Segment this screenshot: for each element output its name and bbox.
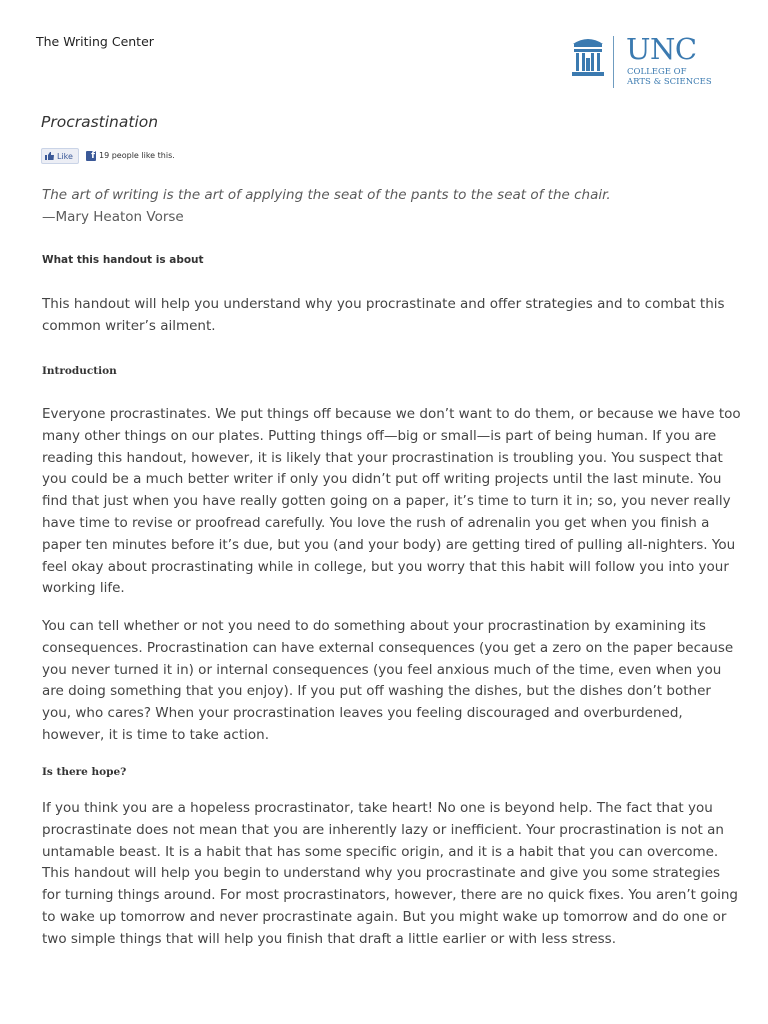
epigraph-text: The art of writing is the art of applying the seat of the pants to the seat of the chair. xyxy=(42,187,611,203)
logo-title: UNC xyxy=(626,32,697,66)
logo-subtitle: COLLEGE OF ARTS & SCIENCES xyxy=(627,67,712,87)
epigraph-author: —Mary Heaton Vorse xyxy=(42,209,184,225)
like-label: Like xyxy=(57,152,73,161)
section-heading: Introduction xyxy=(42,365,117,377)
thumbs-up-icon xyxy=(45,152,54,160)
paragraph: If you think you are a hopeless procrastinator, take heart! No one is beyond help. The fact that you procrastinate does not mean that you are inherently lazy or inefficient. Your procrastination is not an untamable beast. It is a habit that has some specific origin, and it is a habit that you can overcome. This handout will help you begin to understand why you procrastinate and give you some strategies for turning things around. For most procrastinators, however, there are no quick fixes. You aren’t going to wake up tomorrow and never procrastinate again. But you might wake up tomorrow and do one or two simple things that will help you finish that draft a little earlier or with less stress. xyxy=(42,800,738,947)
org-name: The Writing Center xyxy=(36,34,154,49)
logo-divider xyxy=(613,36,614,88)
like-count: 19 people like this. xyxy=(99,151,175,160)
like-button[interactable] xyxy=(41,148,79,164)
page-title: Procrastination xyxy=(41,113,159,131)
old-well-icon xyxy=(570,34,606,78)
facebook-icon: f xyxy=(86,151,96,161)
paragraph: You can tell whether or not you need to do something about your procrastination by examining its consequences. Procrastination can have external consequences (you get a zero on the paper because you never turned it in) or internal consequences (you feel anxious much of the time, even when you are doing something that you enjoy). If you put off washing the dishes, but the dishes don’t bother you, who cares? When your procrastination leaves you feeling discouraged and overburdened, however, it is time to take action. xyxy=(42,618,734,743)
paragraph: This handout will help you understand why you procrastinate and offer strategies and to combat this common writer’s ailment. xyxy=(42,296,725,334)
epigraph xyxy=(42,184,742,228)
unc-logo[interactable] xyxy=(570,34,740,90)
section-heading: What this handout is about xyxy=(42,254,204,266)
paragraph: Everyone procrastinates. We put things off because we don’t want to do them, or because we have too many other things on our plates. Putting things off—big or small—is part of being human. If you are reading this handout, however, it is likely that your procrastination is troubling you. You suspect that you could be a much better writer if only you didn’t put off writing projects until the last minute. You find that just when you have really gotten going on a paper, it’s time to turn it in; so, you never really have time to revise or proofread carefully. You love the rush of adrenalin you get when you finish a paper ten minutes before it’s due, but you (and your body) are getting tired of pulling all-nighters. You feel okay about procrastinating while in college, but you worry that this habit will follow you into your working life. xyxy=(42,406,741,597)
section-heading: Is there hope? xyxy=(42,766,127,778)
